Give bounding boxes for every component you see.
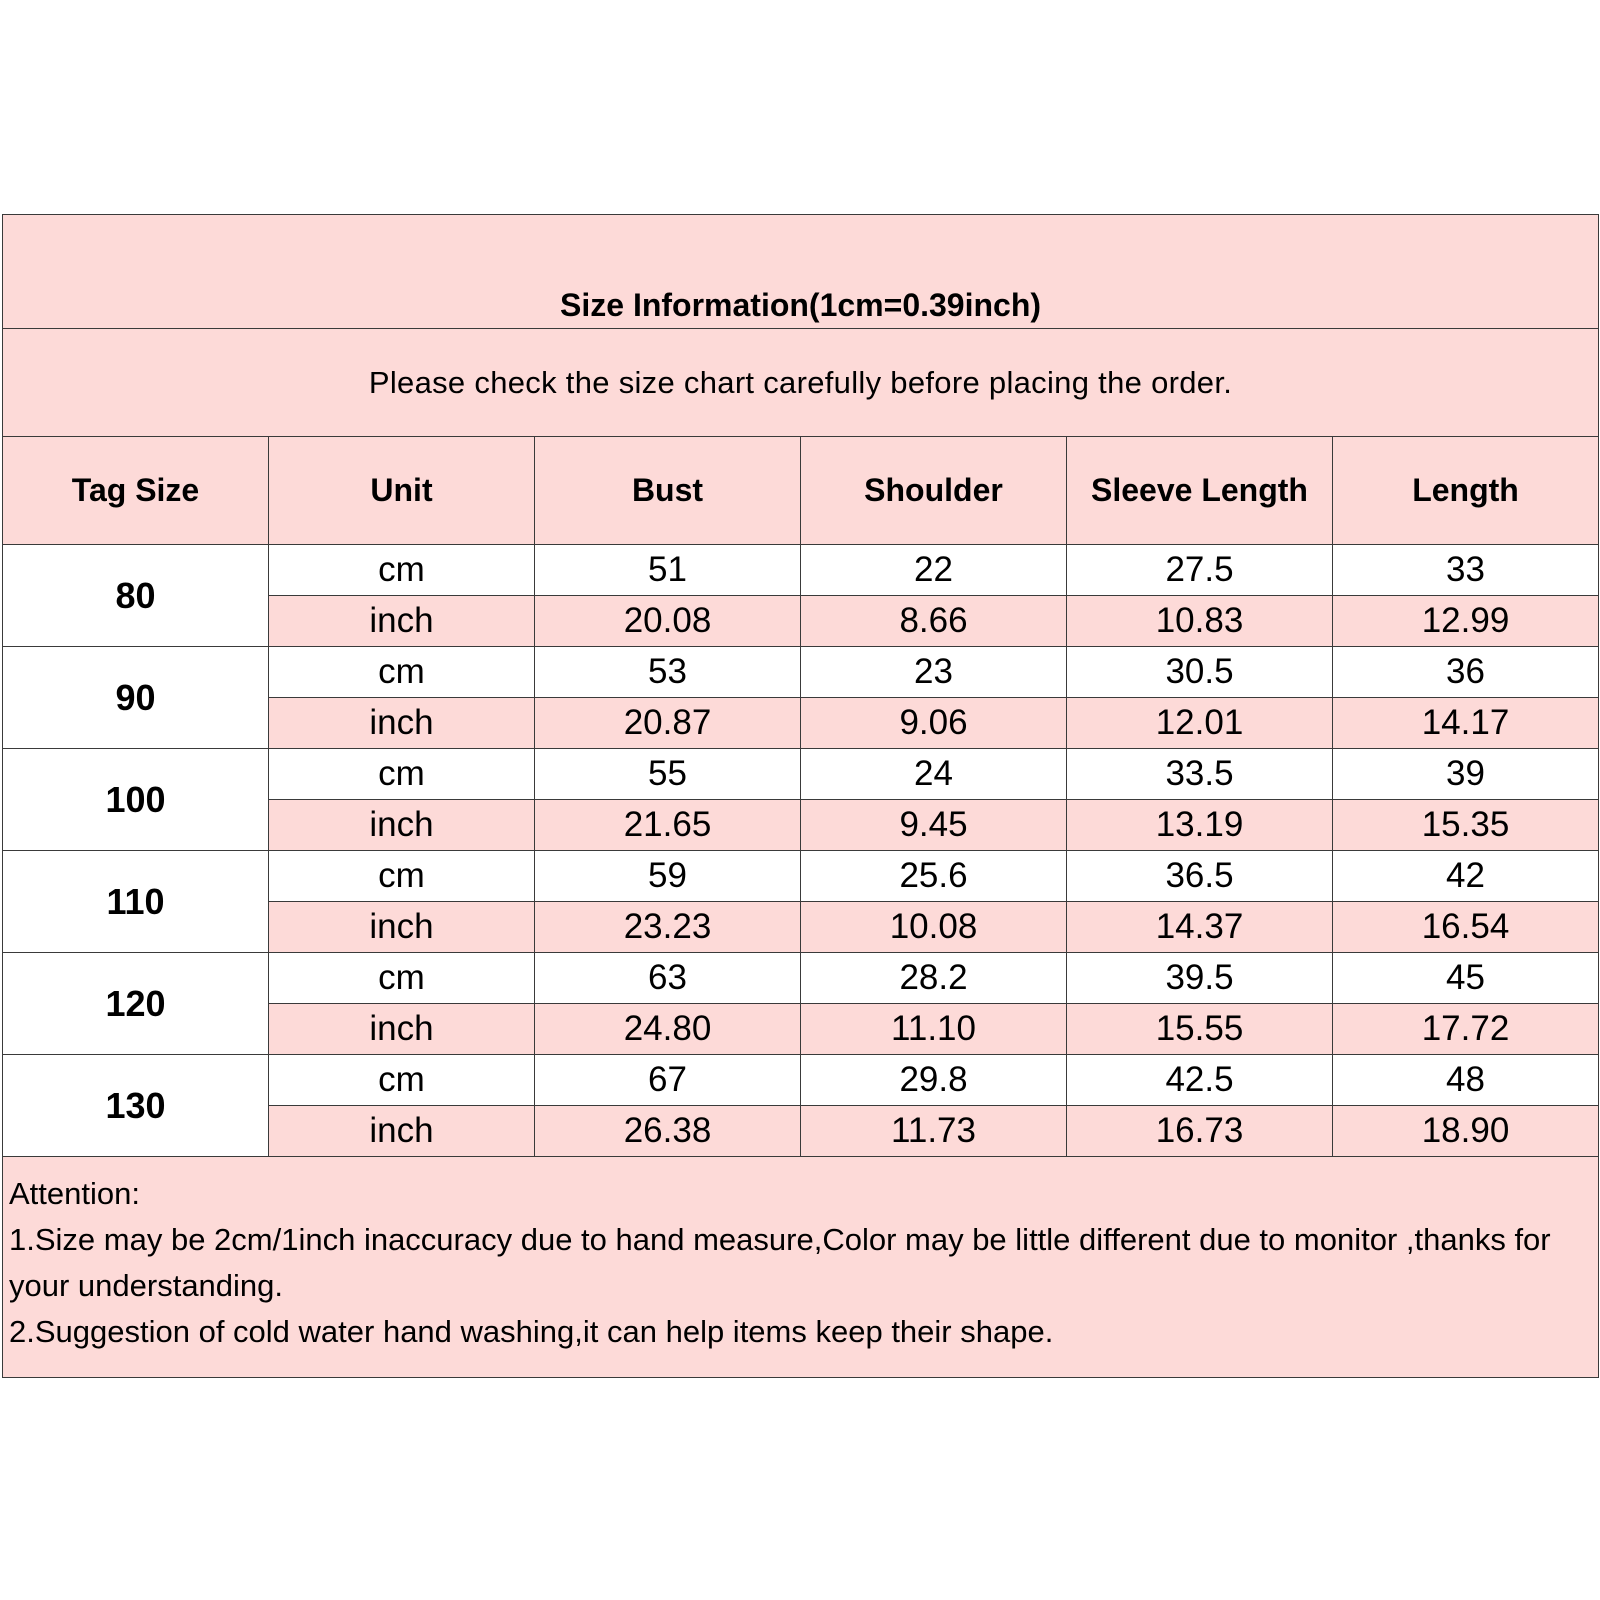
tag-size-cell: 120 (3, 953, 269, 1055)
tag-size-cell: 110 (3, 851, 269, 953)
bust-cell: 26.38 (535, 1106, 801, 1157)
length-cell: 48 (1333, 1055, 1599, 1106)
attention-note-1: 1.Size may be 2cm/1inch inaccuracy due to hand measure,Color may be little different due to monitor ,thanks for your understanding. (9, 1222, 1551, 1303)
shoulder-cell: 9.45 (801, 800, 1067, 851)
bust-cell: 20.08 (535, 596, 801, 647)
unit-cell: inch (269, 1004, 535, 1055)
tag-size-cell: 80 (3, 545, 269, 647)
shoulder-cell: 24 (801, 749, 1067, 800)
shoulder-cell: 8.66 (801, 596, 1067, 647)
bust-cell: 63 (535, 953, 801, 1004)
header-sleeve-length: Sleeve Length (1067, 437, 1333, 545)
shoulder-cell: 23 (801, 647, 1067, 698)
chart-subtitle: Please check the size chart carefully before placing the order. (3, 329, 1599, 437)
bust-cell: 67 (535, 1055, 801, 1106)
tag-size-cell: 90 (3, 647, 269, 749)
shoulder-cell: 22 (801, 545, 1067, 596)
unit-cell: cm (269, 953, 535, 1004)
length-cell: 36 (1333, 647, 1599, 698)
length-cell: 39 (1333, 749, 1599, 800)
size-chart-table (2, 214, 1599, 1378)
header-row (3, 437, 1599, 545)
table-row (3, 953, 1599, 1004)
length-cell: 15.35 (1333, 800, 1599, 851)
bust-cell: 23.23 (535, 902, 801, 953)
shoulder-cell: 10.08 (801, 902, 1067, 953)
unit-cell: inch (269, 902, 535, 953)
tag-size-cell: 100 (3, 749, 269, 851)
length-cell: 17.72 (1333, 1004, 1599, 1055)
header-unit: Unit (269, 437, 535, 545)
unit-cell: cm (269, 749, 535, 800)
bust-cell: 53 (535, 647, 801, 698)
table-row (3, 1055, 1599, 1106)
sleeve-length-cell: 12.01 (1067, 698, 1333, 749)
bust-cell: 21.65 (535, 800, 801, 851)
unit-cell: cm (269, 851, 535, 902)
sleeve-length-cell: 15.55 (1067, 1004, 1333, 1055)
bust-cell: 51 (535, 545, 801, 596)
bust-cell: 24.80 (535, 1004, 801, 1055)
sleeve-length-cell: 16.73 (1067, 1106, 1333, 1157)
unit-cell: inch (269, 1106, 535, 1157)
header-length: Length (1333, 437, 1599, 545)
shoulder-cell: 9.06 (801, 698, 1067, 749)
shoulder-cell: 29.8 (801, 1055, 1067, 1106)
sleeve-length-cell: 33.5 (1067, 749, 1333, 800)
sleeve-length-cell: 30.5 (1067, 647, 1333, 698)
table-row (3, 851, 1599, 902)
sleeve-length-cell: 13.19 (1067, 800, 1333, 851)
unit-cell: cm (269, 647, 535, 698)
table-row (3, 647, 1599, 698)
shoulder-cell: 11.73 (801, 1106, 1067, 1157)
shoulder-cell: 25.6 (801, 851, 1067, 902)
shoulder-cell: 28.2 (801, 953, 1067, 1004)
sleeve-length-cell: 27.5 (1067, 545, 1333, 596)
length-cell: 12.99 (1333, 596, 1599, 647)
chart-title: Size Information(1cm=0.39inch) (3, 215, 1599, 329)
table-row (3, 749, 1599, 800)
attention-note-2: 2.Suggestion of cold water hand washing,it can help items keep their shape. (9, 1314, 1054, 1349)
length-cell: 42 (1333, 851, 1599, 902)
header-shoulder: Shoulder (801, 437, 1067, 545)
shoulder-cell: 11.10 (801, 1004, 1067, 1055)
length-cell: 16.54 (1333, 902, 1599, 953)
bust-cell: 59 (535, 851, 801, 902)
table-row (3, 545, 1599, 596)
length-cell: 45 (1333, 953, 1599, 1004)
sleeve-length-cell: 10.83 (1067, 596, 1333, 647)
unit-cell: cm (269, 1055, 535, 1106)
length-cell: 33 (1333, 545, 1599, 596)
sleeve-length-cell: 36.5 (1067, 851, 1333, 902)
attention-notes (3, 1157, 1599, 1378)
sleeve-length-cell: 39.5 (1067, 953, 1333, 1004)
header-bust: Bust (535, 437, 801, 545)
length-cell: 18.90 (1333, 1106, 1599, 1157)
header-tag-size: Tag Size (3, 437, 269, 545)
unit-cell: inch (269, 800, 535, 851)
length-cell: 14.17 (1333, 698, 1599, 749)
unit-cell: inch (269, 596, 535, 647)
unit-cell: cm (269, 545, 535, 596)
bust-cell: 20.87 (535, 698, 801, 749)
sleeve-length-cell: 42.5 (1067, 1055, 1333, 1106)
bust-cell: 55 (535, 749, 801, 800)
unit-cell: inch (269, 698, 535, 749)
sleeve-length-cell: 14.37 (1067, 902, 1333, 953)
tag-size-cell: 130 (3, 1055, 269, 1157)
attention-heading: Attention: (9, 1176, 140, 1211)
